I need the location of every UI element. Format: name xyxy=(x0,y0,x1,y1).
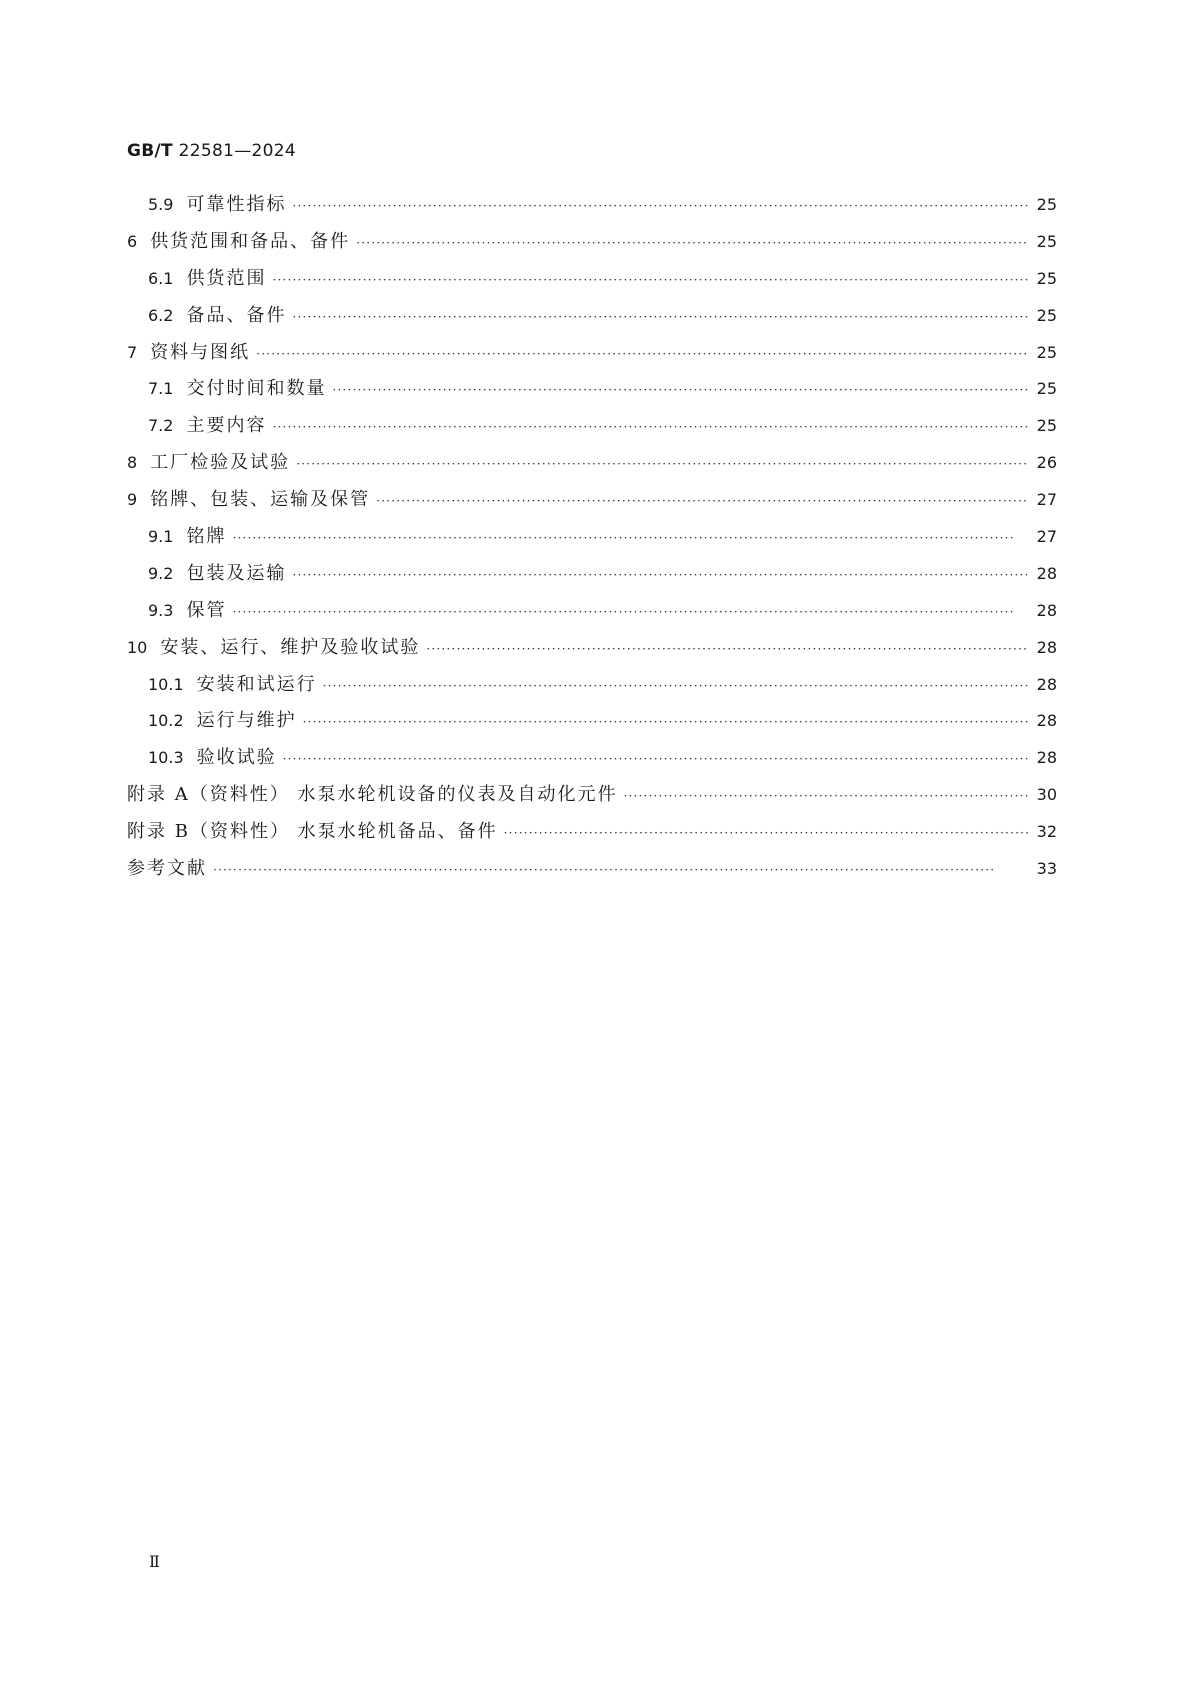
toc-entry-page: 25 xyxy=(1036,305,1057,325)
toc-entry-page: 28 xyxy=(1036,711,1057,731)
toc-entry[interactable] xyxy=(127,599,1057,636)
toc-entry-number: 7.2 xyxy=(148,416,174,436)
toc-entry[interactable] xyxy=(127,341,1057,378)
toc-entry-number: 10 xyxy=(127,637,148,657)
toc-entry-number: 7 xyxy=(127,342,138,362)
toc-entry-page: 27 xyxy=(1036,490,1057,510)
toc-dot-leader xyxy=(292,305,1029,329)
toc-entry[interactable] xyxy=(127,783,1057,820)
toc-dot-leader xyxy=(356,231,1029,255)
toc-dot-leader xyxy=(296,452,1029,476)
toc-entry-number: 9.2 xyxy=(148,563,174,583)
toc-entry-page: 25 xyxy=(1036,342,1057,362)
toc-dot-leader xyxy=(292,194,1029,218)
toc-entry-page: 28 xyxy=(1036,600,1057,620)
toc-dot-leader xyxy=(323,674,1029,698)
toc-entry-number: 10.3 xyxy=(148,748,184,768)
toc-entry[interactable] xyxy=(127,267,1057,304)
toc-entry-title: 参考文献 xyxy=(127,858,207,880)
toc-dot-leader xyxy=(623,784,1029,808)
toc-entry[interactable] xyxy=(127,488,1057,525)
toc-entry-number: 6.1 xyxy=(148,268,174,288)
toc-entry-page: 30 xyxy=(1036,785,1057,805)
toc-dot-leader xyxy=(332,378,1029,402)
toc-entry-title: 铭牌、包装、运输及保管 xyxy=(150,489,371,511)
toc-entry-title: 验收试验 xyxy=(196,747,277,769)
toc-entry-title: 工厂检验及试验 xyxy=(150,452,291,474)
toc-dot-leader xyxy=(232,600,1029,624)
toc-dot-leader xyxy=(272,268,1029,292)
toc-entry-title: 供货范围和备品、备件 xyxy=(150,230,351,252)
toc-entry-page: 28 xyxy=(1036,748,1057,768)
toc-dot-leader xyxy=(256,342,1029,366)
toc-dot-leader xyxy=(232,526,1029,550)
toc-dot-leader xyxy=(303,710,1029,734)
standard-code-header xyxy=(127,141,296,161)
toc-entry-page: 25 xyxy=(1036,231,1057,251)
toc-dot-leader xyxy=(283,747,1029,771)
toc-entry[interactable] xyxy=(127,414,1057,451)
toc-entry-page: 28 xyxy=(1036,637,1057,657)
standard-code-prefix: GB/T xyxy=(127,141,173,161)
toc-entry-title: 安装、运行、维护及验收试验 xyxy=(160,636,421,658)
toc-entry-page: 27 xyxy=(1036,527,1057,547)
toc-entry-page: 25 xyxy=(1036,379,1057,399)
toc-entry-title: 备品、备件 xyxy=(186,304,287,326)
toc-entry-page: 32 xyxy=(1036,822,1057,842)
toc-entry[interactable] xyxy=(127,304,1057,341)
toc-entry-number: 9.3 xyxy=(148,600,174,620)
toc-entry-title: 运行与维护 xyxy=(196,710,297,732)
toc-entry-title: 铭牌 xyxy=(186,526,227,548)
toc-entry-title: 可靠性指标 xyxy=(186,194,287,215)
toc-entry-title: 保管 xyxy=(186,599,227,621)
toc-entry-page: 28 xyxy=(1036,674,1057,694)
toc-entry-title: 包装及运输 xyxy=(186,562,287,584)
toc-entry-title: 安装和试运行 xyxy=(196,673,317,695)
page-number: Ⅱ xyxy=(149,1552,160,1571)
toc-dot-leader xyxy=(376,489,1029,513)
toc-entry-page: 28 xyxy=(1036,563,1057,583)
toc-entry-title: 附录 A（资料性） 水泵水轮机设备的仪表及自动化元件 xyxy=(127,784,618,806)
toc-entry-page: 25 xyxy=(1036,268,1057,288)
standard-code-number: 22581—2024 xyxy=(178,141,296,161)
toc-dot-leader xyxy=(504,821,1029,845)
toc-entry-title: 附录 B（资料性） 水泵水轮机备品、备件 xyxy=(127,821,498,843)
toc-entry[interactable] xyxy=(127,451,1057,488)
toc-entry-number: 9.1 xyxy=(148,527,174,547)
table-of-contents xyxy=(127,193,1057,894)
toc-entry-page: 25 xyxy=(1036,195,1057,214)
toc-entry[interactable] xyxy=(127,709,1057,746)
toc-entry-number: 6.2 xyxy=(148,305,174,325)
toc-entry-page: 25 xyxy=(1036,416,1057,436)
toc-entry-title: 资料与图纸 xyxy=(150,341,251,363)
toc-entry-page: 26 xyxy=(1036,453,1057,473)
toc-entry[interactable] xyxy=(127,230,1057,267)
toc-entry[interactable] xyxy=(127,377,1057,414)
toc-dot-leader xyxy=(426,637,1029,661)
toc-entry[interactable] xyxy=(127,193,1057,230)
toc-entry[interactable] xyxy=(127,636,1057,673)
toc-dot-leader xyxy=(213,858,1029,882)
toc-entry-number: 8 xyxy=(127,453,138,473)
toc-entry[interactable] xyxy=(127,857,1057,894)
toc-dot-leader xyxy=(292,563,1029,587)
toc-entry[interactable] xyxy=(127,562,1057,599)
toc-entry[interactable] xyxy=(127,746,1057,783)
toc-entry[interactable] xyxy=(127,820,1057,857)
toc-entry-number: 10.2 xyxy=(148,711,184,731)
toc-entry[interactable] xyxy=(127,525,1057,562)
toc-entry-title: 主要内容 xyxy=(186,415,267,437)
toc-entry[interactable] xyxy=(127,673,1057,710)
toc-entry-title: 交付时间和数量 xyxy=(186,378,327,400)
toc-dot-leader xyxy=(272,415,1029,439)
toc-entry-number: 9 xyxy=(127,490,138,510)
toc-entry-number: 6 xyxy=(127,231,138,251)
toc-entry-number: 7.1 xyxy=(148,379,174,399)
toc-entry-page: 33 xyxy=(1036,859,1057,879)
toc-entry-number: 10.1 xyxy=(148,674,184,694)
toc-entry-title: 供货范围 xyxy=(186,267,267,289)
toc-entry-number: 5.9 xyxy=(148,195,174,214)
